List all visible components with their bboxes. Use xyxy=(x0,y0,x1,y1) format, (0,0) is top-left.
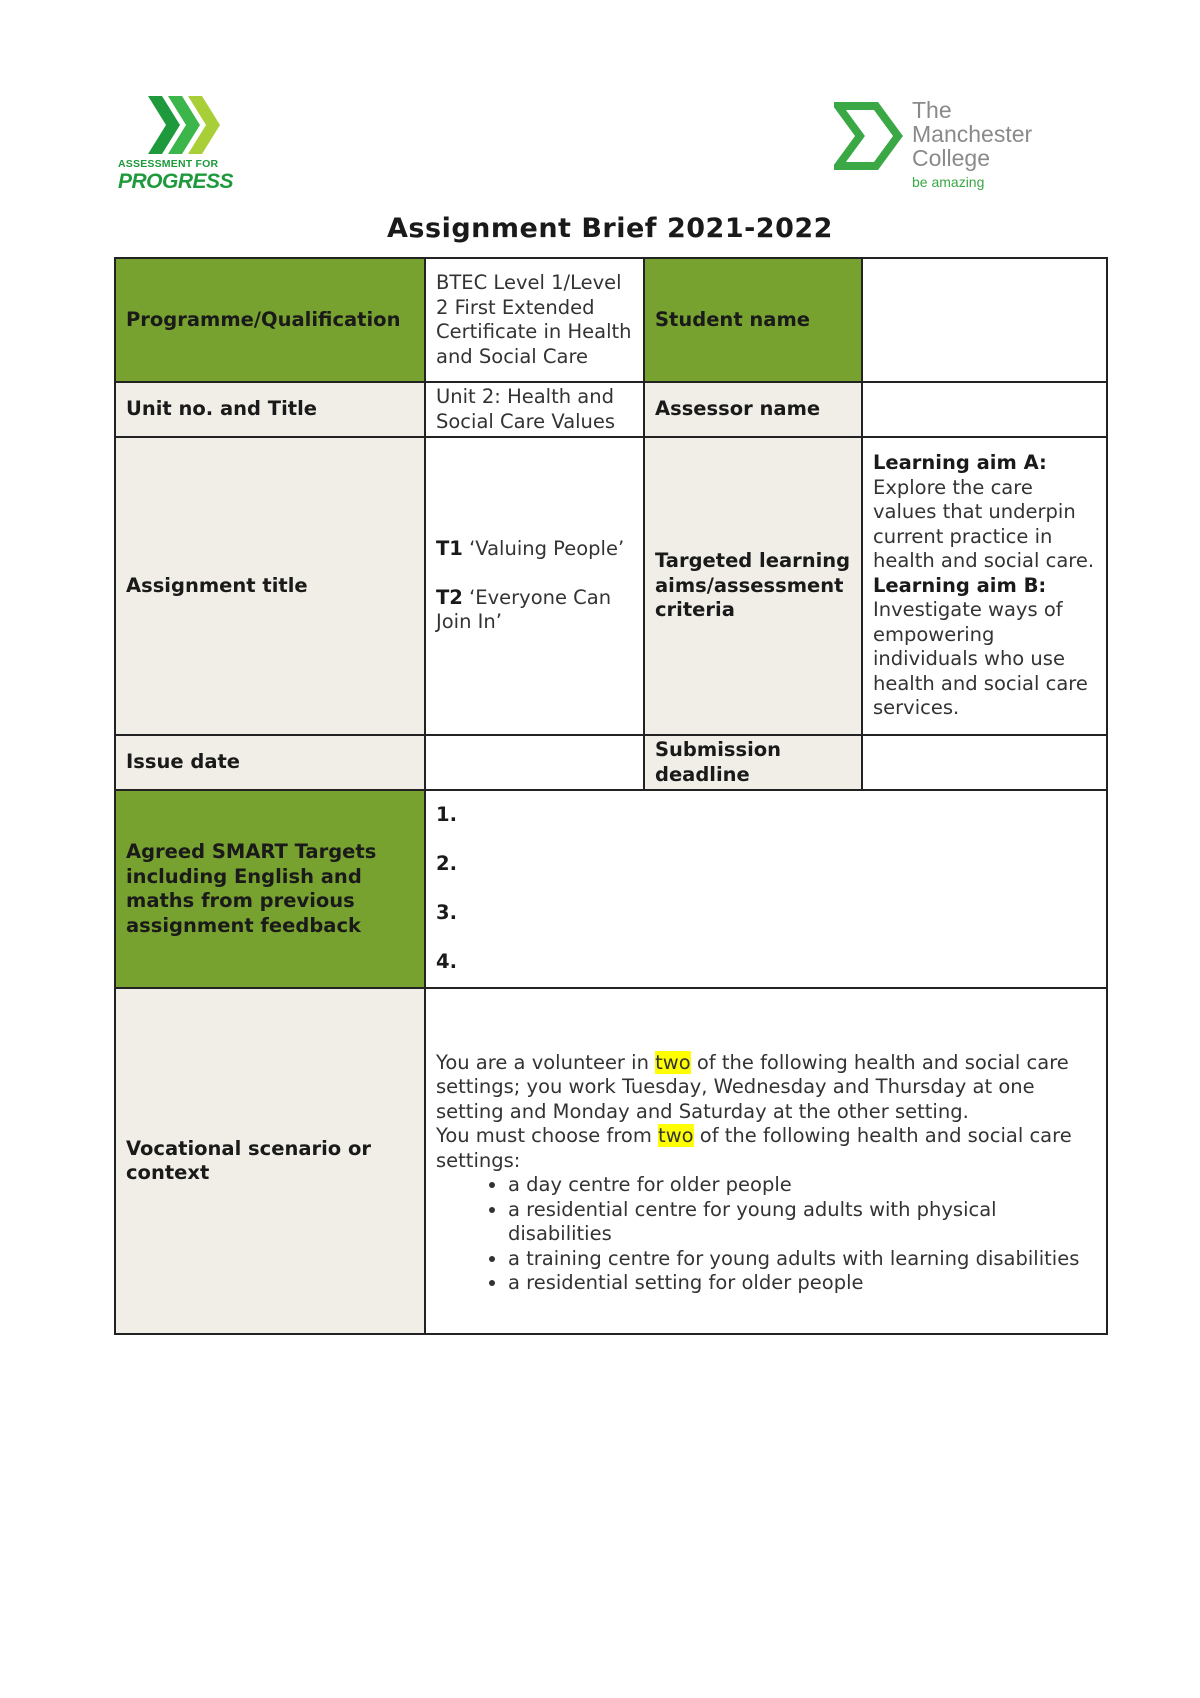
task-1: T1 ‘Valuing People’ xyxy=(436,537,625,561)
smart-targets-list xyxy=(425,790,1107,988)
aim-b-text: Investigate ways of empowering individuals who use health and social care services. xyxy=(873,598,1088,720)
logo-tagline: be amazing xyxy=(912,174,985,190)
unit-row xyxy=(115,382,1107,437)
issue-date-field[interactable] xyxy=(425,735,644,790)
scenario-row xyxy=(115,988,1107,1334)
submission-deadline-field[interactable] xyxy=(862,735,1107,790)
programme-label: Programme/Qualification xyxy=(115,258,425,382)
chevron-arrows-icon xyxy=(148,96,228,154)
assessment-for-progress-logo xyxy=(118,96,248,196)
unit-value: Unit 2: Health and Social Care Values xyxy=(425,382,644,437)
logo-text-line2: Manchester xyxy=(912,121,1033,147)
smart-target-item[interactable]: 2. xyxy=(436,852,457,876)
assignment-title-label: Assignment title xyxy=(115,437,425,735)
targeted-learning-aims-label: Targeted learning aims/assessment criteria xyxy=(644,437,862,735)
aim-b-heading: Learning aim B: xyxy=(873,573,1047,597)
manchester-college-logo xyxy=(834,98,1054,194)
programme-value: BTEC Level 1/Level 2 First Extended Certificate in Health and Social Care xyxy=(425,258,644,382)
list-item: • a training centre for young adults with learning disabilities xyxy=(508,1247,1096,1272)
assignment-titles xyxy=(425,437,644,735)
logo-caption-line1: ASSESSMENT FOR xyxy=(118,158,219,170)
aim-a-text: Explore the care values that underpin current practice in health and social care. xyxy=(873,475,1095,573)
smart-targets-label: Agreed SMART Targets including English and maths from previous assignment feedback xyxy=(115,790,425,988)
submission-deadline-label: Submission deadline xyxy=(644,735,862,790)
assessor-name-label: Assessor name xyxy=(644,382,862,437)
logo-text-line1: The xyxy=(912,97,952,123)
list-item: • a residential centre for young adults with physical disabilities xyxy=(508,1198,1096,1247)
programme-row xyxy=(115,258,1107,382)
assignment-brief-table xyxy=(114,257,1108,1335)
learning-aims xyxy=(862,437,1107,735)
smart-target-item[interactable]: 1. xyxy=(436,803,457,827)
assessor-name-field[interactable] xyxy=(862,382,1107,437)
smart-target-item[interactable]: 3. xyxy=(436,901,457,925)
task-2: T2 ‘Everyone Can Join In’ xyxy=(436,585,612,634)
student-name-label: Student name xyxy=(644,258,862,382)
scenario-paragraph-2: You must choose from two of the following health and social care settings: xyxy=(436,1124,1072,1172)
scenario-label: Vocational scenario or context xyxy=(115,988,425,1334)
smart-target-item[interactable]: 4. xyxy=(436,950,457,974)
highlight-two: two xyxy=(658,1124,694,1147)
settings-list xyxy=(436,1173,1096,1296)
scenario-text xyxy=(425,988,1107,1334)
scenario-paragraph-1: You are a volunteer in two of the following health and social care settings; you work Tuesday, Wednesday and Thursday at one setting and Monday and Saturday at the other setting. xyxy=(436,1050,1069,1123)
issue-date-label: Issue date xyxy=(115,735,425,790)
college-chevron-icon xyxy=(834,100,904,170)
assignment-title-row xyxy=(115,437,1107,735)
logo-caption-line2: PROGRESS xyxy=(118,170,234,193)
list-item: • a residential setting for older people xyxy=(508,1271,1096,1296)
highlight-two: two xyxy=(655,1050,691,1074)
student-name-field[interactable] xyxy=(862,258,1107,382)
dates-row xyxy=(115,735,1107,790)
unit-label: Unit no. and Title xyxy=(115,382,425,437)
logo-text-line3: College xyxy=(912,145,990,171)
page-title: Assignment Brief 2021-2022 xyxy=(387,213,833,244)
aim-a-heading: Learning aim A: xyxy=(873,451,1047,475)
smart-targets-row xyxy=(115,790,1107,988)
list-item: • a day centre for older people xyxy=(508,1173,1096,1198)
